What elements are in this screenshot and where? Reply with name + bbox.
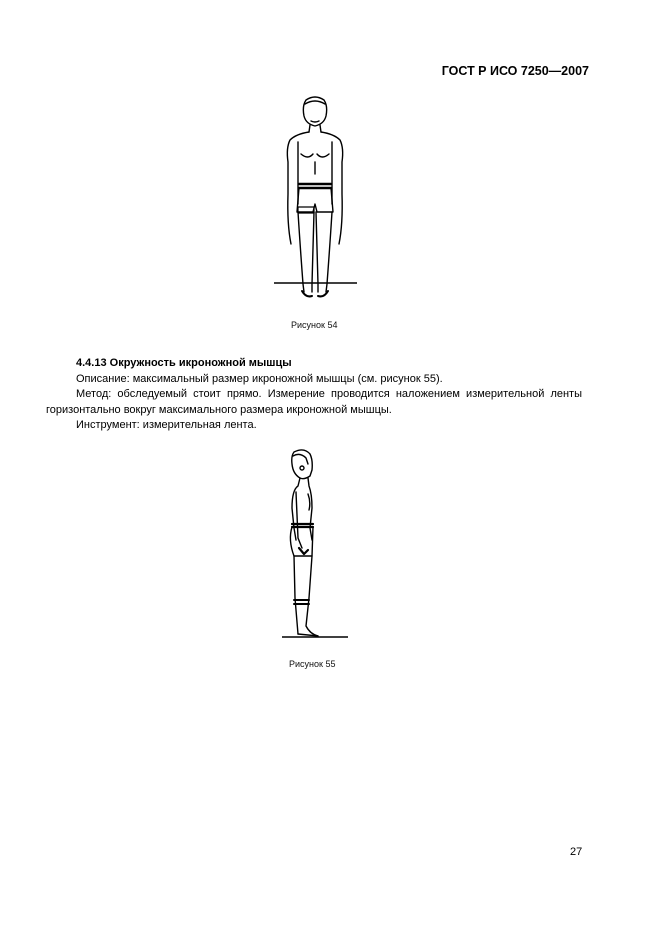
section-4-4-13: [46, 356, 582, 434]
figure-55-illustration: [280, 448, 350, 644]
section-title: 4.4.13 Окружность икроножной мышцы: [76, 357, 292, 369]
document-header: ГОСТ Р ИСО 7250—2007: [441, 64, 589, 78]
method-paragraph-line1: Метод: обследуемый стоит прямо. Измерение проводится наложением измерительной ленты: [76, 388, 582, 400]
page-number: 27: [570, 846, 583, 858]
instrument-paragraph: Инструмент: измерительная лента.: [76, 419, 257, 431]
figure-54-caption: Рисунок 54: [291, 320, 338, 330]
method-paragraph-line2: горизонтально вокруг максимального размера икроножной мышцы.: [46, 403, 392, 416]
figure-54-illustration: [268, 94, 363, 304]
figure-55-caption: Рисунок 55: [289, 659, 336, 669]
description-paragraph: Описание: максимальный размер икроножной мышцы (см. рисунок 55).: [76, 372, 443, 385]
